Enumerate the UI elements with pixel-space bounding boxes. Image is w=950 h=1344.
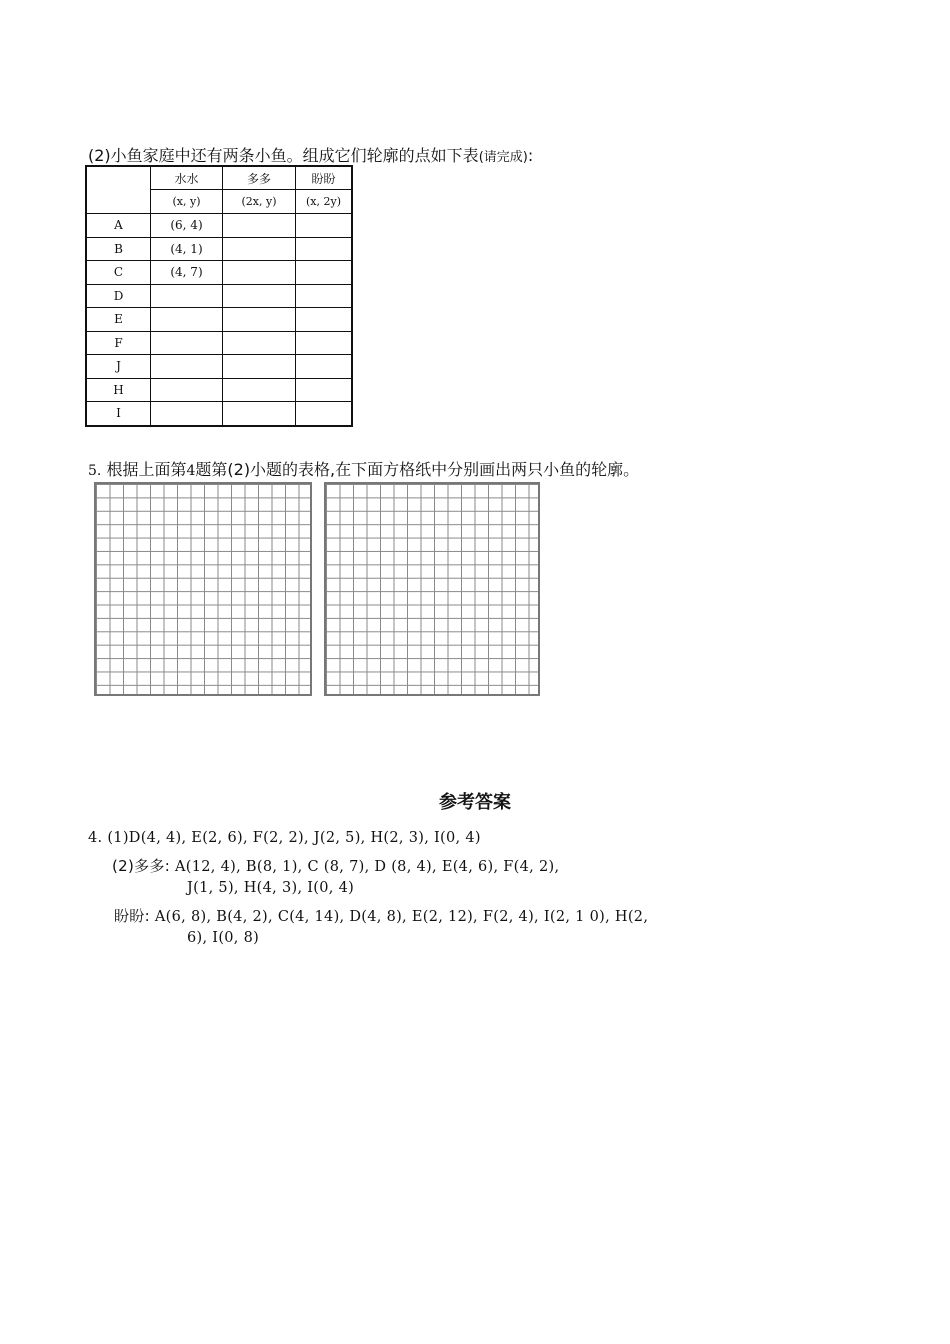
table-row <box>86 378 352 402</box>
table-cell <box>223 378 296 402</box>
table-cell <box>223 308 296 332</box>
table-cell <box>223 402 296 426</box>
question-4-part-2-prompt <box>88 143 533 166</box>
table-cell <box>296 214 353 238</box>
row-label: D <box>86 284 151 308</box>
table-cell <box>296 261 353 285</box>
table-cell <box>296 355 353 379</box>
table-row <box>86 237 352 261</box>
row-label: A <box>86 214 151 238</box>
table-row <box>86 214 352 238</box>
row-label: C <box>86 261 151 285</box>
part-number: (2) <box>88 146 111 165</box>
prompt-note: (请完成) <box>478 150 528 165</box>
row-label: H <box>86 378 151 402</box>
answer-line-1: 4. (1)D(4, 4), E(2, 6), F(2, 2), J(2, 5), H(2, 3), I(0, 4) <box>88 830 481 846</box>
table-row <box>86 308 352 332</box>
column-formula: (x, y) <box>151 190 223 214</box>
column-header-shuishui: 水水 <box>151 166 223 190</box>
table-cell <box>223 284 296 308</box>
question-5-prompt <box>88 457 639 480</box>
answer-line-4 <box>114 905 648 926</box>
answer-text: A(12, 4), B(8, 1), C (8, 7), D (8, 4), E(4, 6), F(4, 2), <box>175 859 560 875</box>
answer-key-title: 参考答案 <box>439 792 511 813</box>
table-cell <box>296 308 353 332</box>
table-row <box>86 355 352 379</box>
prompt-ref-number: 4 <box>186 463 196 479</box>
table-cell <box>151 284 223 308</box>
table-header-row <box>86 166 352 190</box>
answer-line-5: 6), I(0, 8) <box>187 930 260 946</box>
graph-paper-left <box>94 482 312 696</box>
table-cell <box>223 237 296 261</box>
graph-paper-right <box>324 482 540 696</box>
column-formula: (2x, y) <box>223 190 296 214</box>
prompt-suffix: : <box>527 146 534 165</box>
answer-line-3: J(1, 5), H(4, 3), I(0, 4) <box>187 880 355 896</box>
table-cell: (4, 7) <box>151 261 223 285</box>
answer-line-2 <box>112 855 559 876</box>
table-corner-cell <box>86 166 151 214</box>
table-row <box>86 261 352 285</box>
table-cell <box>151 355 223 379</box>
answer-text: A(6, 8), B(4, 2), C(4, 14), D(4, 8), E(2, 12), F(2, 4), I(2, 1 0), H(2, <box>154 909 649 925</box>
prompt-text: 小鱼家庭中还有两条小鱼。组成它们轮廓的点如下表 <box>110 146 479 165</box>
table-cell <box>151 308 223 332</box>
table-cell <box>151 402 223 426</box>
table-cell <box>296 402 353 426</box>
table-cell <box>223 331 296 355</box>
row-label: B <box>86 237 151 261</box>
row-label: I <box>86 402 151 426</box>
prompt-text-2: 题第(2)小题的表格,在下面方格纸中分别画出两只小鱼的轮廓。 <box>195 460 640 479</box>
table-cell <box>223 261 296 285</box>
column-formula: (x, 2y) <box>296 190 353 214</box>
table-cell <box>151 331 223 355</box>
row-label: J <box>86 355 151 379</box>
question-number: 5. <box>88 463 102 479</box>
coordinate-table <box>85 165 353 427</box>
table-cell: (6, 4) <box>151 214 223 238</box>
row-label: F <box>86 331 151 355</box>
table-cell <box>151 378 223 402</box>
table-cell <box>296 284 353 308</box>
table-cell <box>296 331 353 355</box>
table-cell <box>296 237 353 261</box>
prompt-text: 根据上面第 <box>106 460 187 479</box>
table-row <box>86 402 352 426</box>
column-header-panpan: 盼盼 <box>296 166 353 190</box>
column-header-duoduo: 多多 <box>223 166 296 190</box>
table-row <box>86 331 352 355</box>
table-cell: (4, 1) <box>151 237 223 261</box>
answer-label-panpan: 盼盼: <box>114 907 150 925</box>
table-cell <box>223 214 296 238</box>
table-row <box>86 284 352 308</box>
table-cell <box>223 355 296 379</box>
table-cell <box>296 378 353 402</box>
answer-label-duoduo: (2)多多: <box>112 857 171 875</box>
row-label: E <box>86 308 151 332</box>
